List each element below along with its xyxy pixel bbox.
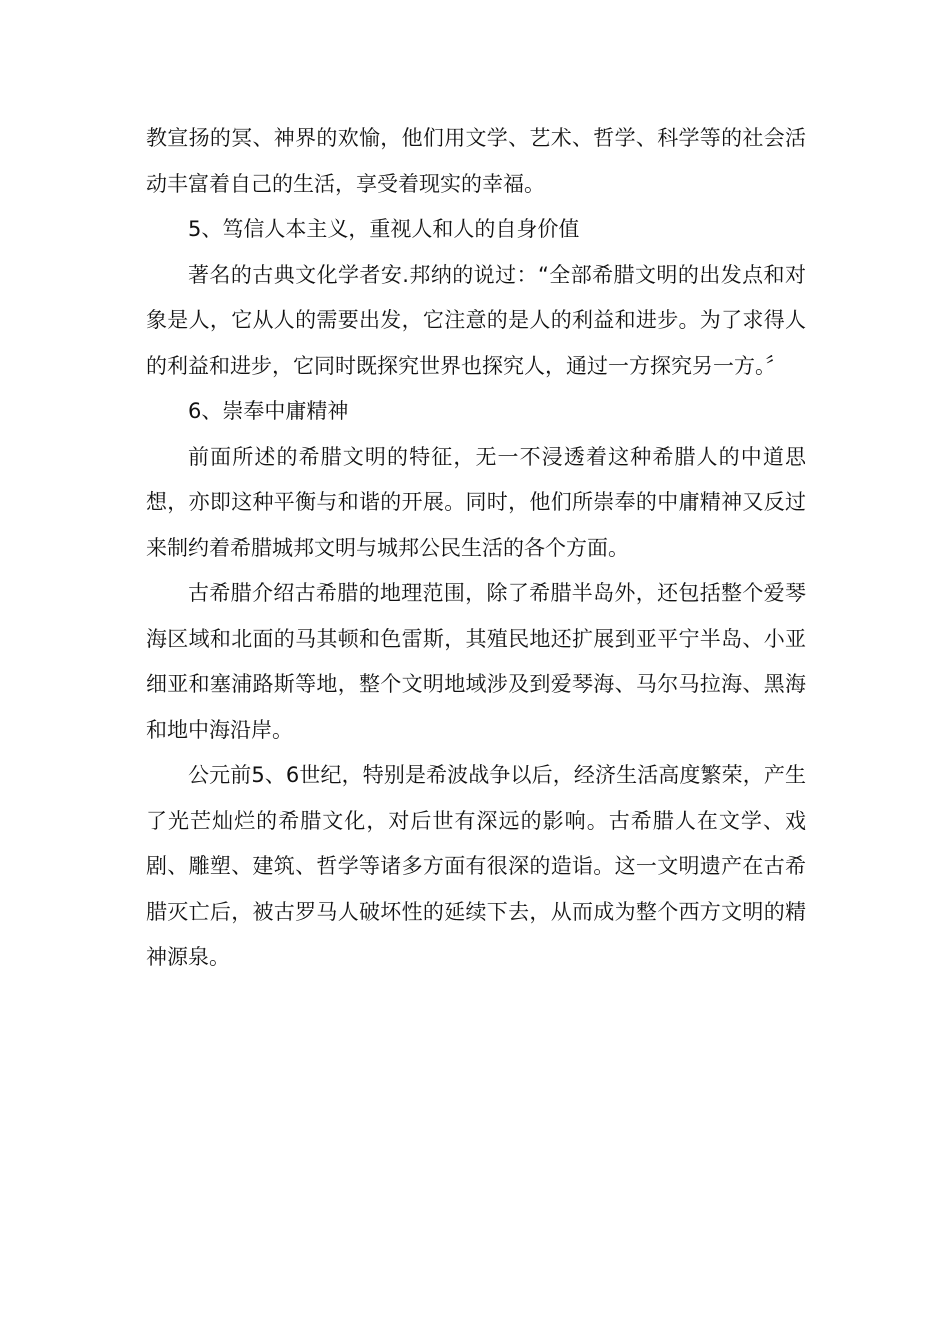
paragraph-legacy: 公元前5、6世纪，特别是希波战争以后，经济生活高度繁荣，产生了光芒灿烂的希腊文化，对后世有深远的影响。古希腊人在文学、戏剧、雕塑、建筑、哲学等诸多方面有很深的造诣。这一文明遗产在古希腊灭亡后，被古罗马人破坏性的延续下去，从而成为整个西方文明的精神源泉。: [146, 763, 806, 969]
paragraph-geography: 古希腊介绍古希腊的地理范围，除了希腊半岛外，还包括整个爱琴海区域和北面的马其顿和色雷斯，其殖民地还扩展到亚平宁半岛、小亚细亚和塞浦路斯等地，整个文明地域涉及到爱琴海、马尔马拉海、黑海和地中海沿岸。: [146, 581, 806, 742]
section-heading-moderation: 6、崇奉中庸精神: [188, 399, 349, 423]
paragraph-continuation: 教宣扬的冥、神界的欢愉，他们用文学、艺术、哲学、科学等的社会活动丰富着自己的生活，享受着现实的幸福。: [146, 126, 806, 196]
paragraph-moderation: 前面所述的希腊文明的特征，无一不浸透着这种希腊人的中道思想，亦即这种平衡与和谐的开展。同时，他们所崇奉的中庸精神又反过来制约着希腊城邦文明与城邦公民生活的各个方面。: [146, 444, 806, 560]
document-body: [146, 116, 806, 981]
section-heading-humanism: 5、笃信人本主义，重视人和人的自身价值: [188, 217, 580, 241]
paragraph-quote-bonnard: 著名的古典文化学者安.邦纳的说过：“全部希腊文明的出发点和对象是人，它从人的需要出发，它注意的是人的利益和进步。为了求得人的利益和进步，它同时既探究世界也探究人，通过一方探究另一方。〞: [146, 262, 806, 378]
